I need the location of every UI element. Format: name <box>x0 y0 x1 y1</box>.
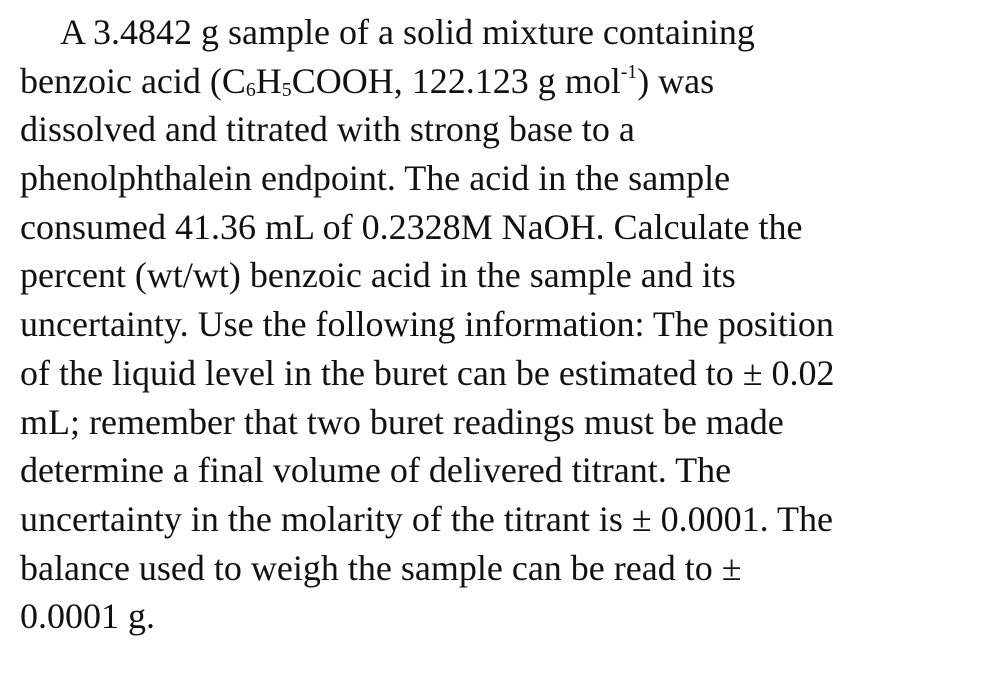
formula-text: COOH, 122.123 g mol <box>291 60 621 101</box>
problem-line-6: percent (wt/wt) benzoic acid in the sample and its <box>20 255 736 296</box>
problem-line-2 <box>20 57 975 106</box>
problem-line-4: phenolphthalein endpoint. The acid in the sample <box>20 158 731 199</box>
problem-line-10: determine a final volume of delivered titrant. The <box>20 450 732 491</box>
subscript-5: 5 <box>281 78 292 101</box>
problem-line-13: 0.0001 g. <box>20 596 155 637</box>
formula-text: ) was <box>637 60 715 101</box>
formula-text: benzoic acid (C <box>20 60 246 101</box>
superscript-minus-one: -1 <box>620 60 638 83</box>
problem-line-7: uncertainty. Use the following information: The position <box>20 304 834 345</box>
problem-line-12: balance used to weigh the sample can be read to ± <box>20 547 742 588</box>
subscript-6: 6 <box>245 78 256 101</box>
problem-line-5: consumed 41.36 mL of 0.2328M NaOH. Calculate the <box>20 206 803 247</box>
problem-line-9: mL; remember that two buret readings must be made <box>20 401 784 442</box>
problem-line-1: A 3.4842 g sample of a solid mixture containing <box>60 12 755 52</box>
problem-line-3: dissolved and titrated with strong base to a <box>20 109 635 150</box>
problem-text <box>20 8 975 641</box>
problem-line-8: of the liquid level in the buret can be estimated to ± 0.02 <box>20 352 835 393</box>
formula-text: H <box>255 60 282 101</box>
problem-line-11: uncertainty in the molarity of the titrant is ± 0.0001. The <box>20 498 833 539</box>
